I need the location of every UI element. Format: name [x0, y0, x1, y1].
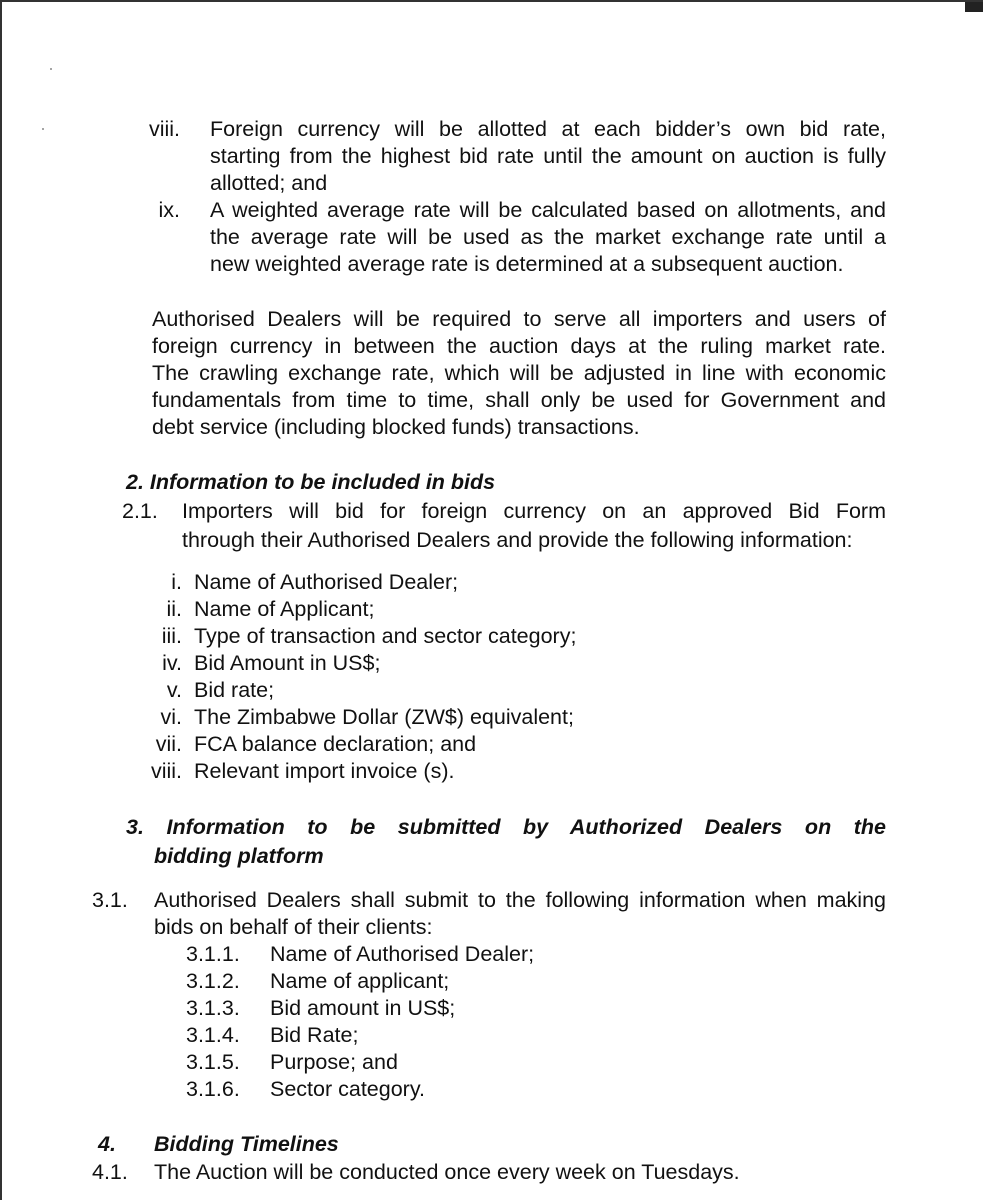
list-item-line: Foreign currency will be allotted at each bidder’s own bid rate,	[210, 117, 886, 141]
section-heading: 3. Information to be submitted by Authorized Dealers on the	[126, 815, 886, 839]
section-heading: 2. Information to be included in bids	[126, 470, 496, 494]
list-number: vi.	[160, 705, 182, 729]
list-item: Bid Amount in US$;	[194, 651, 381, 675]
section-heading-continued: bidding platform	[154, 844, 324, 868]
paragraph-line: debt service (including blocked funds) transactions.	[152, 415, 640, 439]
subsection-number: 3.1.	[92, 888, 128, 912]
list-number: v.	[166, 678, 182, 702]
list-item: Name of Applicant;	[194, 597, 375, 621]
subsection-line: bids on behalf of their clients:	[154, 915, 433, 939]
list-number: 3.1.3.	[186, 996, 240, 1020]
list-item: Bid rate;	[194, 678, 275, 702]
subsection-line: Importers will bid for foreign currency on an approved Bid Form	[182, 499, 886, 523]
list-item: Relevant import invoice (s).	[194, 759, 455, 783]
list-item: Name of applicant;	[270, 969, 450, 993]
scan-corner-mark	[965, 2, 983, 12]
list-number: 3.1.4.	[186, 1023, 240, 1047]
list-number: viii.	[150, 759, 182, 783]
list-number: ii.	[166, 597, 182, 621]
list-item-line: new weighted average rate is determined at a subsequent auction.	[210, 252, 844, 276]
paragraph-line: The crawling exchange rate, which will be adjusted in line with economic	[152, 361, 886, 385]
list-number: 3.1.6.	[186, 1077, 240, 1101]
list-item-line: starting from the highest bid rate until the amount on auction is fully	[210, 144, 886, 168]
list-number: iii.	[161, 624, 182, 648]
list-number: 3.1.5.	[186, 1050, 240, 1074]
list-item-line: A weighted average rate will be calculated based on allotments, and	[210, 198, 886, 222]
list-number: vii.	[155, 732, 182, 756]
list-number: 3.1.2.	[186, 969, 240, 993]
section-number: 4.	[98, 1132, 116, 1156]
list-item: Name of Authorised Dealer;	[270, 942, 535, 966]
list-item: Bid amount in US$;	[270, 996, 456, 1020]
section-heading: Bidding Timelines	[154, 1132, 339, 1156]
list-item-line: allotted; and	[210, 171, 328, 195]
paragraph-line: fundamentals from time to time, shall only be used for Government and	[152, 388, 886, 412]
list-number: 3.1.1.	[186, 942, 240, 966]
subsection-line: through their Authorised Dealers and provide the following information:	[182, 528, 853, 552]
subsection-number: 4.1.	[92, 1160, 128, 1184]
list-item: Sector category.	[270, 1077, 425, 1101]
subsection-number: 2.1.	[122, 499, 158, 523]
list-item-line: the average rate will be used as the market exchange rate until a	[210, 225, 886, 249]
list-item: The Zimbabwe Dollar (ZW$) equivalent;	[194, 705, 574, 729]
scan-speck	[50, 68, 52, 70]
subsection-line: The Auction will be conducted once every week on Tuesdays.	[154, 1160, 740, 1184]
list-item: Type of transaction and sector category;	[194, 624, 577, 648]
list-number: viii.	[148, 117, 180, 141]
scan-speck	[42, 128, 44, 130]
list-number: i.	[171, 570, 182, 594]
list-item: Name of Authorised Dealer;	[194, 570, 459, 594]
paragraph-line: foreign currency in between the auction days at the ruling market rate.	[152, 334, 886, 358]
list-number: iv.	[162, 651, 182, 675]
list-item: FCA balance declaration; and	[194, 732, 477, 756]
subsection-line: Authorised Dealers shall submit to the following information when making	[154, 888, 886, 912]
list-item: Purpose; and	[270, 1050, 398, 1074]
list-item: Bid Rate;	[270, 1023, 359, 1047]
list-number: ix.	[158, 198, 180, 222]
paragraph-line: Authorised Dealers will be required to serve all importers and users of	[152, 307, 886, 331]
